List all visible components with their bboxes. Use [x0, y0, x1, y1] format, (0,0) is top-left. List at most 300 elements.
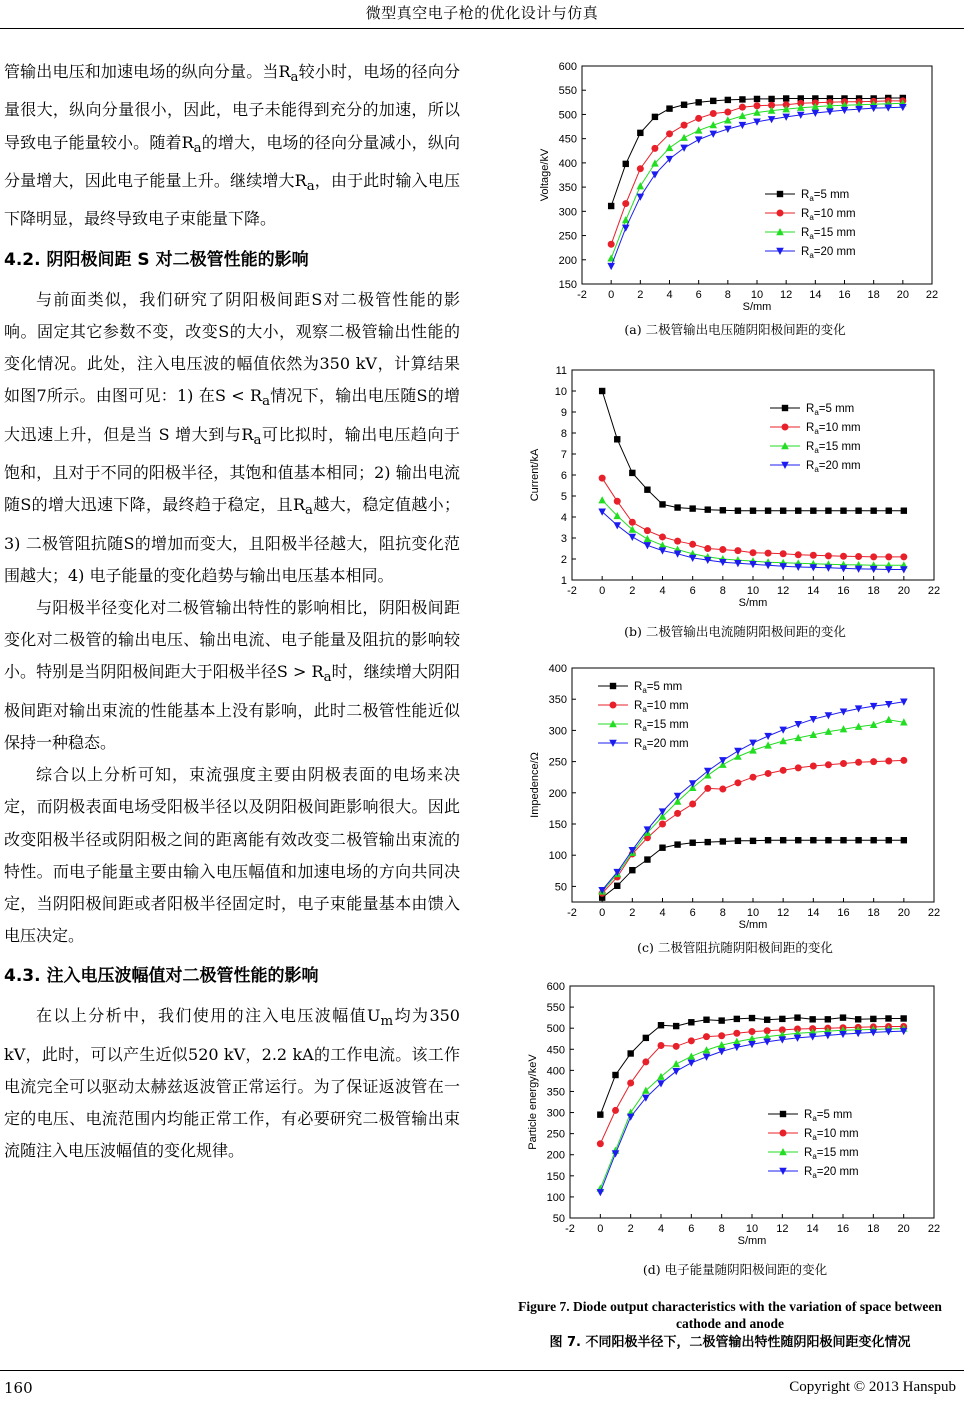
x-tick-label: 8 — [724, 289, 731, 301]
legend-label — [634, 738, 689, 752]
x-tick-label: 6 — [688, 1223, 695, 1235]
data-point — [705, 506, 711, 512]
y-tick-label: 600 — [558, 61, 577, 73]
p2a-text: 与前面类似，我们研究了阴阳极间距S对二极管性能的影响。固定其它参数不变，改变S的大小，观察二极管输出性能的变化情况。此处，注入电压波的幅值依然为350 kV，计算结果如图7所示。由图可见：1) 在S < R — [4, 289, 460, 406]
y-tick-label: 250 — [548, 756, 567, 769]
x-tick-label: 2 — [629, 907, 636, 919]
header-rule — [0, 28, 964, 29]
data-point — [750, 549, 757, 556]
figure-title — [500, 1298, 960, 1351]
y-tick-label: 50 — [552, 1213, 565, 1225]
legend-prefix: R — [801, 227, 810, 239]
x-axis-label: S/mm — [742, 301, 772, 313]
data-point — [780, 767, 787, 774]
y-tick-label: 200 — [558, 254, 577, 267]
x-tick-label: 10 — [745, 1223, 759, 1235]
y-axis-label: Voltage/kV — [539, 148, 551, 202]
legend-sub: a — [812, 1114, 817, 1123]
figure-7b-caption: (b) 二极管输出电流随阴阳极间距的变化 — [624, 624, 846, 639]
p2b-sub: a — [253, 432, 262, 448]
legend-prefix: R — [801, 189, 810, 201]
data-point — [644, 487, 650, 493]
data-point — [614, 883, 620, 889]
x-tick-label: 0 — [608, 289, 615, 301]
data-point — [825, 837, 831, 843]
data-point — [810, 762, 817, 769]
legend-label — [806, 422, 861, 436]
figure-title-zh: 图 7. 不同阳极半径下，二极管输出特性随阴阳极间距变化情况 — [549, 1335, 911, 1350]
data-point — [629, 534, 637, 541]
p5a-text: 在以上分析中，我们使用的注入电压波幅值U — [36, 1006, 381, 1026]
data-point — [840, 1014, 846, 1020]
data-point — [674, 841, 680, 847]
data-point — [885, 757, 892, 764]
y-tick-label: 50 — [554, 881, 567, 894]
data-point — [688, 1019, 694, 1025]
data-point — [855, 553, 862, 560]
data-point — [724, 109, 731, 116]
legend-sub: a — [809, 251, 814, 260]
data-point — [612, 1072, 618, 1078]
p5a-sub: m — [380, 1014, 394, 1030]
data-point — [795, 837, 801, 843]
x-tick-label: 4 — [659, 585, 666, 597]
legend-prefix: R — [806, 403, 815, 415]
x-tick-label: 12 — [780, 289, 793, 301]
y-tick-label: 100 — [548, 850, 567, 863]
legend-label — [806, 441, 861, 455]
p3a-sub: a — [323, 670, 332, 686]
legend-prefix: R — [634, 700, 643, 712]
data-point — [659, 821, 666, 828]
data-point — [750, 838, 756, 844]
data-point — [718, 1048, 726, 1055]
legend-marker — [777, 191, 783, 197]
data-point — [642, 1058, 649, 1065]
y-tick-label: 500 — [546, 1023, 565, 1036]
legend-prefix: R — [801, 208, 810, 220]
data-point — [870, 1016, 876, 1022]
data-point — [855, 759, 862, 766]
legend-label — [804, 1128, 859, 1142]
data-point — [680, 134, 688, 141]
data-point — [666, 144, 674, 151]
legend-suffix: =5 mm — [818, 403, 855, 415]
legend-suffix: =20 mm — [813, 246, 856, 258]
legend-suffix: =10 mm — [813, 208, 856, 220]
legend-suffix: =20 mm — [646, 738, 689, 750]
legend-sub: a — [642, 724, 647, 733]
legend-marker — [777, 210, 784, 217]
paragraph-4: 综合以上分析可知，束流强度主要由阴极表面的电场来决定，而阴极表面电场受阳极半径以及阴阳极间距影响很大。因此改变阳极半径或阴阳极之间的距离能有效改变二极管输出束流的特性。而电子能量主要由输入电压幅值和加速电场的方向共同决定，当阴阳极间距或者阳极半径固定时，电子束能量基本由馈入电压决定。 — [4, 765, 460, 946]
figure-title-en: Figure 7. Diode output characteristics with the variation of space between cathode and anode — [518, 1299, 942, 1331]
legend-suffix: =5 mm — [646, 681, 683, 693]
data-point — [870, 837, 876, 843]
legend-marker — [780, 1111, 786, 1117]
data-point — [652, 114, 658, 120]
y-tick-label: 4 — [560, 512, 567, 524]
legend-prefix: R — [806, 422, 815, 434]
data-point — [795, 551, 802, 558]
y-tick-label: 600 — [546, 981, 565, 993]
data-point — [750, 508, 756, 514]
data-point — [749, 1015, 755, 1021]
data-point — [810, 552, 817, 559]
data-point — [614, 436, 620, 442]
x-tick-label: 14 — [806, 1223, 819, 1235]
data-point — [674, 504, 680, 510]
plot-frame — [572, 668, 934, 902]
legend-prefix: R — [804, 1166, 813, 1178]
x-tick-label: 12 — [777, 585, 790, 597]
data-point — [885, 1015, 891, 1021]
x-axis-label: S/mm — [738, 597, 768, 609]
y-tick-label: 250 — [558, 230, 577, 243]
legend-suffix: =10 mm — [818, 422, 861, 434]
figure-7a-caption: (a) 二极管输出电压随阴阳极间距的变化 — [624, 322, 846, 337]
p2a-sub: a — [262, 394, 271, 410]
data-point — [597, 1140, 604, 1147]
legend-sub: a — [812, 1152, 817, 1161]
p2c-sub: a — [305, 503, 313, 519]
x-tick-label: 16 — [837, 585, 850, 597]
x-tick-label: 22 — [927, 907, 941, 919]
x-tick-label: 0 — [597, 1223, 604, 1235]
data-point — [710, 110, 717, 117]
x-tick-label: 16 — [838, 289, 851, 301]
y-tick-label: 10 — [554, 386, 567, 398]
data-point — [768, 96, 774, 102]
data-point — [754, 102, 761, 109]
p1-sub: a — [290, 70, 299, 86]
data-point — [840, 508, 846, 514]
data-point — [733, 1030, 740, 1037]
series-0 — [599, 388, 907, 514]
x-tick-label: 4 — [659, 907, 666, 919]
data-point — [666, 105, 672, 111]
x-tick-label: 2 — [627, 1223, 634, 1235]
data-point — [720, 507, 726, 513]
paragraph-5 — [4, 1000, 460, 1167]
x-axis-label: S/mm — [738, 919, 768, 931]
data-point — [735, 838, 741, 844]
data-point — [629, 867, 635, 873]
y-tick-label: 3 — [560, 533, 567, 545]
y-axis-label: Current/kA — [529, 448, 541, 502]
data-point — [870, 508, 876, 514]
y-tick-label: 350 — [546, 1086, 565, 1099]
x-tick-label: 2 — [629, 585, 636, 597]
data-point — [886, 837, 892, 843]
y-tick-label: 1 — [560, 575, 567, 587]
data-point — [779, 727, 787, 734]
paragraph-2 — [4, 284, 460, 592]
y-tick-label: 550 — [558, 85, 577, 98]
legend-label — [801, 208, 856, 222]
y-tick-label: 150 — [546, 1170, 565, 1183]
data-point — [810, 837, 816, 843]
y-tick-label: 300 — [558, 206, 577, 219]
data-point — [749, 1028, 756, 1035]
data-point — [739, 96, 745, 102]
data-point — [719, 546, 726, 553]
y-tick-label: 150 — [558, 279, 577, 291]
figure-7d-caption: (d) 电子能量随阴阳极间距的变化 — [642, 1262, 828, 1277]
y-tick-label: 9 — [560, 407, 567, 419]
x-tick-label: 8 — [719, 585, 726, 597]
x-tick-label: -2 — [567, 907, 577, 919]
data-point — [703, 1017, 709, 1023]
legend-prefix: R — [804, 1109, 813, 1121]
p1-text: 管输出电压和加速电场的纵向分量。当R — [4, 62, 291, 81]
legend-marker — [782, 424, 789, 431]
legend-sub: a — [814, 465, 819, 474]
data-point — [629, 519, 636, 526]
data-point — [614, 498, 621, 505]
data-point — [764, 1017, 770, 1023]
data-point — [659, 845, 665, 851]
data-point — [750, 774, 757, 781]
data-point — [754, 96, 760, 102]
data-point — [644, 535, 652, 542]
legend-suffix: =20 mm — [818, 460, 861, 472]
x-tick-label: 12 — [777, 907, 790, 919]
y-tick-label: 200 — [548, 787, 567, 800]
y-axis-label: Impedence/Ω — [529, 752, 541, 818]
data-point — [659, 533, 666, 540]
x-tick-label: 4 — [657, 1223, 665, 1235]
data-point — [901, 508, 907, 514]
legend-sub: a — [809, 194, 814, 203]
page-number: 160 — [4, 1379, 33, 1397]
data-point — [651, 145, 658, 152]
y-tick-label: 400 — [546, 1065, 565, 1078]
data-point — [627, 1050, 633, 1056]
data-point — [764, 733, 772, 740]
legend-label — [806, 403, 854, 417]
figure-7b — [520, 364, 950, 640]
data-point — [735, 508, 741, 514]
legend-label — [801, 246, 856, 260]
data-point — [598, 496, 606, 503]
x-tick-label: 20 — [897, 1223, 910, 1235]
x-tick-label: 18 — [867, 289, 880, 301]
legend-sub: a — [814, 427, 819, 436]
data-point — [695, 126, 703, 133]
series-3 — [607, 104, 906, 270]
data-point — [637, 194, 645, 201]
voltage-chart — [520, 58, 950, 318]
y-tick-label: 450 — [558, 133, 577, 146]
impedance-chart — [520, 660, 950, 936]
data-point — [637, 130, 643, 136]
data-point — [809, 1016, 815, 1022]
data-point — [765, 508, 771, 514]
x-tick-label: 0 — [599, 907, 606, 919]
y-tick-label: 2 — [560, 554, 567, 566]
legend-label — [804, 1109, 852, 1123]
data-point — [623, 161, 629, 167]
data-point — [900, 553, 907, 560]
legend-prefix: R — [804, 1147, 813, 1159]
x-tick-label: 6 — [695, 289, 702, 301]
legend-sub: a — [809, 213, 814, 222]
data-point — [659, 501, 665, 507]
series-0 — [599, 837, 907, 901]
data-point — [825, 1016, 831, 1022]
data-point — [840, 837, 846, 843]
legend-marker — [610, 683, 616, 689]
data-point — [739, 104, 746, 111]
y-axis-label: Particle energy/keV — [527, 1054, 539, 1150]
y-tick-label: 7 — [560, 449, 567, 461]
legend-suffix: =15 mm — [646, 719, 689, 731]
current-chart — [520, 364, 950, 620]
x-tick-label: 6 — [689, 585, 696, 597]
y-tick-label: 8 — [560, 428, 567, 440]
data-point — [840, 553, 847, 560]
p2d-text: 越大，稳定值越小；3) 二极管阻抗随S的增加而变大，且阳极半径越大，阻抗变化范围越大；4) 电子能量的变化趋势与输出电压基本相同。 — [4, 495, 460, 585]
legend-suffix: =15 mm — [813, 227, 856, 239]
x-tick-label: 10 — [750, 289, 764, 301]
legend-label — [634, 681, 682, 695]
x-tick-label: 8 — [718, 1223, 725, 1235]
legend-suffix: =10 mm — [646, 700, 689, 712]
data-point — [673, 1023, 679, 1029]
data-point — [608, 241, 615, 248]
data-point — [795, 508, 801, 514]
data-point — [613, 522, 621, 529]
footer-rule — [0, 1370, 964, 1371]
running-header: 微型真空电子枪的优化设计与仿真 — [365, 4, 599, 22]
data-point — [901, 837, 907, 843]
x-tick-label: 18 — [867, 1223, 880, 1235]
legend-label — [634, 700, 689, 714]
legend-prefix: R — [804, 1128, 813, 1140]
x-tick-label: 22 — [927, 1223, 941, 1235]
x-tick-label: 20 — [897, 585, 910, 597]
y-tick-label: 250 — [546, 1128, 565, 1141]
figure-7a — [520, 58, 950, 338]
data-point — [608, 203, 614, 209]
data-point — [672, 1068, 680, 1075]
y-tick-label: 300 — [548, 725, 567, 738]
y-tick-label: 150 — [548, 819, 567, 831]
legend-label — [634, 719, 689, 733]
series-line — [602, 840, 904, 897]
data-point — [689, 541, 696, 548]
data-point — [703, 1033, 710, 1040]
p3b-text: 时，继续增大阴阳极间距对输出束流的性能基本上没有影响，此时二极管性能近似保持一种稳态。 — [4, 662, 460, 752]
data-point — [900, 757, 907, 764]
x-tick-label: 14 — [807, 907, 820, 919]
y-tick-label: 100 — [546, 1191, 565, 1204]
data-point — [688, 1037, 695, 1044]
legend-prefix: R — [806, 441, 815, 453]
data-point — [666, 130, 673, 137]
data-point — [629, 470, 635, 476]
data-point — [719, 786, 726, 793]
data-point — [622, 200, 629, 207]
x-tick-label: 18 — [867, 907, 880, 919]
data-point — [612, 1107, 619, 1114]
x-tick-label: 12 — [776, 1223, 789, 1235]
data-point — [674, 810, 681, 817]
series-line — [611, 107, 903, 266]
y-tick-label: 11 — [555, 365, 567, 377]
section-heading-4-2: 4.2. 阴阳极间距 S 对二极管性能的影响 — [4, 249, 309, 270]
legend-label — [801, 189, 849, 203]
data-point — [597, 1189, 605, 1196]
legend-suffix: =15 mm — [816, 1147, 859, 1159]
data-point — [704, 785, 711, 792]
legend-label — [806, 460, 861, 474]
legend-suffix: =5 mm — [816, 1109, 853, 1121]
data-point — [689, 780, 697, 787]
p1c-text: 的增大，电场的径向分量减小，纵向分量增大，因此电子能量上升。继续增大R — [4, 132, 460, 190]
y-tick-label: 300 — [546, 1107, 565, 1120]
figure-7c — [520, 660, 950, 956]
data-point — [825, 552, 832, 559]
data-point — [689, 840, 695, 846]
legend-sub: a — [642, 705, 647, 714]
data-point — [627, 1080, 634, 1087]
data-point — [765, 770, 772, 777]
copyright: Copyright © 2013 Hanspub — [789, 1379, 956, 1395]
p1d-text: ，由于此时输入电压下降明显，最终导致电子束能量下降。 — [4, 170, 460, 229]
figure-7c-caption: (c) 二极管阻抗随阴阳极间距的变化 — [637, 940, 833, 955]
legend-label — [804, 1166, 859, 1180]
data-point — [780, 508, 786, 514]
paragraph-1 — [4, 56, 460, 236]
legend-suffix: =5 mm — [813, 189, 850, 201]
data-point — [674, 538, 681, 545]
legend-suffix: =20 mm — [816, 1166, 859, 1178]
y-tick-label: 500 — [558, 109, 577, 122]
data-point — [900, 1015, 906, 1021]
plot-frame — [572, 370, 934, 580]
x-tick-label: -2 — [567, 585, 577, 597]
data-point — [783, 95, 789, 101]
x-tick-label: 8 — [719, 907, 726, 919]
p1b-sub: a — [193, 140, 202, 156]
legend-sub: a — [809, 232, 814, 241]
data-point — [810, 508, 816, 514]
y-tick-label: 400 — [558, 157, 577, 170]
data-point — [673, 1043, 680, 1050]
data-point — [885, 553, 892, 560]
data-point — [672, 1060, 680, 1067]
y-tick-label: 350 — [558, 182, 577, 195]
data-point — [734, 1016, 740, 1022]
data-point — [637, 182, 645, 189]
x-tick-label: 0 — [599, 585, 606, 597]
x-tick-label: 6 — [689, 907, 696, 919]
legend-prefix: R — [634, 719, 643, 731]
data-point — [704, 545, 711, 552]
data-point — [710, 98, 716, 104]
legend-marker — [610, 702, 617, 709]
data-point — [688, 1052, 696, 1059]
x-tick-label: 22 — [927, 585, 941, 597]
y-tick-label: 450 — [546, 1044, 565, 1057]
legend-marker — [782, 405, 788, 411]
data-point — [644, 856, 650, 862]
legend-label — [804, 1147, 859, 1161]
x-tick-label: 14 — [807, 585, 820, 597]
data-point — [734, 748, 742, 755]
x-tick-label: 20 — [897, 907, 910, 919]
